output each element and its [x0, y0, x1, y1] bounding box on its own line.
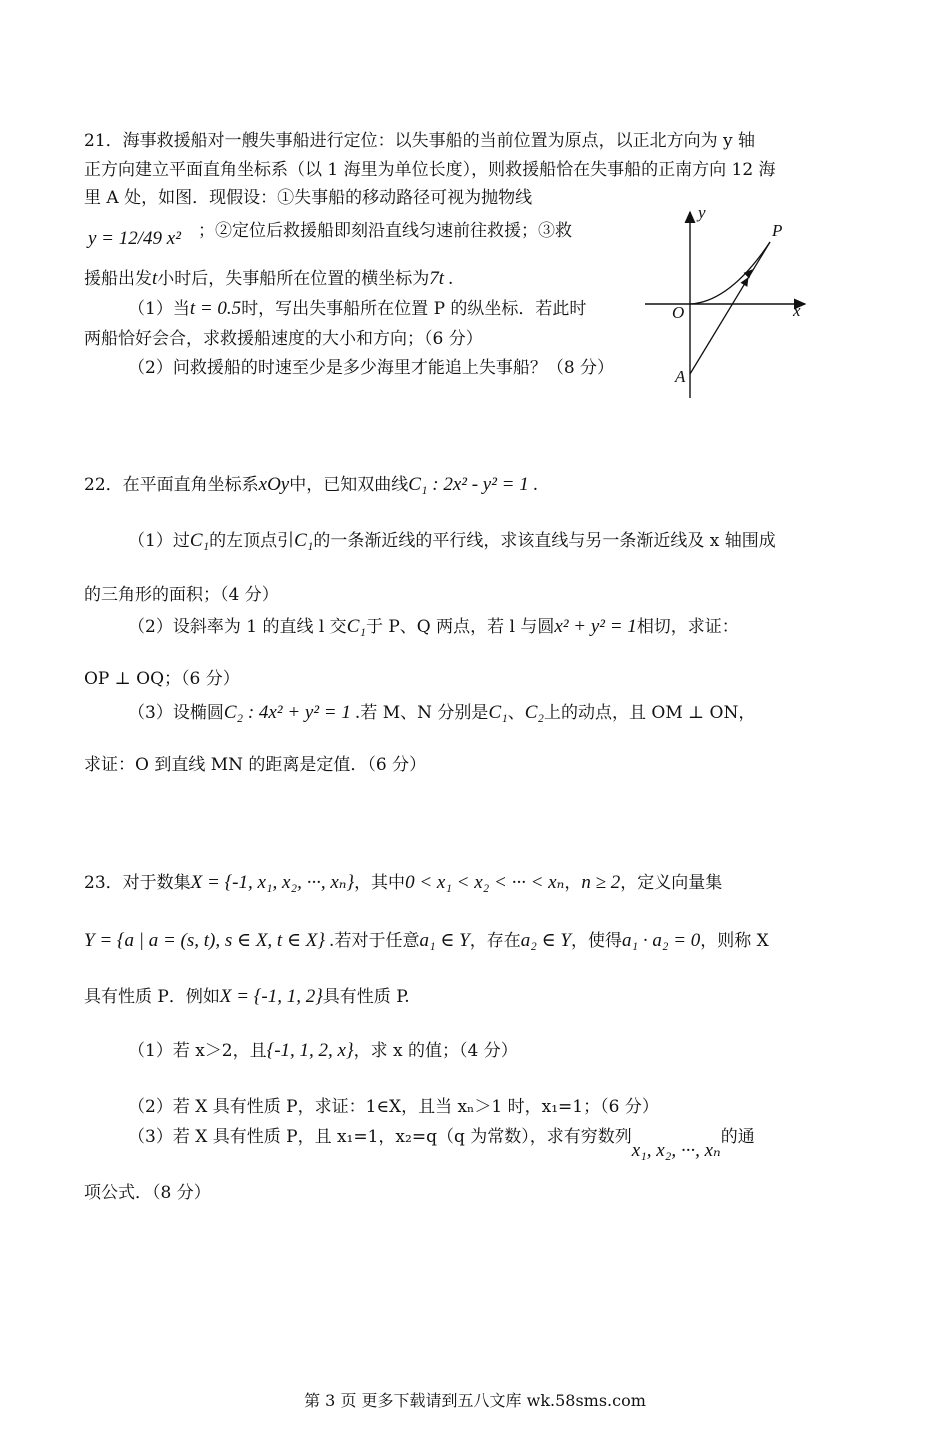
q23-part-3-cont: 项公式．（8 分）: [84, 1183, 211, 1203]
q22-part-2-cont: OP ⊥ OQ；（6 分）: [84, 669, 240, 689]
q21-part-1-cont: 两船恰好会合，求救援船速度的大小和方向；（6 分）: [84, 329, 483, 349]
q23-a1-formula: a₁ ∈ Y: [419, 930, 470, 951]
q23-line-2: [84, 930, 769, 952]
q22-part-1-text-d: 的一条渐近线的平行线，求该直线与另一条渐近线及 x 轴围成: [313, 531, 776, 551]
q23-line-2-text-b: ，存在: [469, 931, 521, 951]
q22-hyperbola-formula: C₁ : 2x² - y² = 1 .: [408, 474, 539, 495]
q23-part-1-text-a: （1）若 x＞2，且: [128, 1041, 267, 1061]
q23-line-1-text-c: ，定义向量集: [620, 873, 723, 893]
q22-part-3-sep: 、: [507, 703, 525, 723]
q22-part-2-text-d: 相切，求证：: [636, 617, 739, 637]
q22-part-2: [128, 616, 739, 638]
q22-part-2-text-b: 于 P、Q 两点，若 l 与圆: [365, 617, 555, 637]
q23-line-1-text-b: ，其中: [354, 873, 406, 893]
path-A-to-P: [690, 242, 770, 374]
q22-part-3-cont: 求证：O 到直线 MN 的距离是定值．（6 分）: [84, 755, 427, 775]
q23-part-3-text-b: 的通: [720, 1127, 755, 1147]
curve-arrow-head: [736, 270, 752, 286]
q23-part-3: [128, 1126, 755, 1161]
q23-line-2-text-a: 若对于任意: [334, 931, 420, 951]
q21-line-2: 正方向建立平面直角坐标系（以 1 海里为单位长度），则救援船恰在失事船的正南方向 12 海: [84, 160, 776, 180]
q23-a2-formula: a₂ ∈ Y: [520, 930, 571, 951]
q22-part-1-text-a: （1）过: [128, 531, 190, 551]
q22-part-3-text-a: （3）设椭圆: [128, 703, 224, 723]
q22-part-1-cont: 的三角形的面积；（4 分）: [84, 585, 279, 605]
q23-line-3: [84, 986, 410, 1008]
q22-part-3-c2: C₂: [524, 702, 544, 723]
q23-example-formula: X = {-1, 1, 2}: [219, 986, 323, 1007]
q21-line-5-formula: 7t .: [429, 268, 454, 289]
q23-part-1-text-b: ，求 x 的值；（4 分）: [353, 1041, 518, 1061]
q21-line-5-t: t: [152, 268, 158, 289]
q21-line-3: 里 A 处，如图．现假设：①失事船的移动路径可视为抛物线: [84, 188, 533, 208]
q23-dot-product-formula: a₁ · a₂ = 0: [621, 930, 701, 951]
q22-part-3-text-b: 若 M、N 分别是: [360, 703, 489, 723]
q23-set-X-formula: X = {-1, x₁, x₂, ···, xₙ}: [190, 872, 355, 893]
q22-part-1: [128, 530, 776, 552]
q22-part-3: [128, 702, 755, 724]
q23-line-1-comma: ，: [564, 873, 582, 893]
q22-line-1: [84, 474, 538, 496]
q21-line-1: 21．海事救援船对一艘失事船进行定位：以失事船的当前位置为原点，以正北方向为 y 轴: [84, 131, 756, 151]
fig-label-P: P: [772, 221, 783, 240]
q22-part-1-c1-b: C₁: [294, 530, 314, 551]
q23-set-Y-formula: Y = {a | a = (s, t), s ∈ X, t ∈ X} .: [84, 930, 335, 951]
q21-part-1: [128, 298, 586, 320]
q21-line-4: ；②定位后救援船即刻沿直线匀速前往救援；③救: [198, 221, 572, 241]
q21-line-5-text-a: 援船出发: [84, 269, 152, 289]
q22-part-3-c1: C₁: [488, 702, 508, 723]
q23-line-3-text-a: 具有性质 P．例如: [84, 987, 220, 1007]
fig-label-y: y: [698, 203, 706, 222]
page-footer: 第 3 页 更多下载请到五八文库 wk.58sms.com: [304, 1391, 646, 1410]
q22-part-1-text-b: 的左顶点引: [209, 531, 295, 551]
q23-sequence-formula: x₁, x₂, ···, xₙ: [631, 1140, 721, 1161]
fig-label-x: x: [793, 301, 801, 320]
q22-part-2-c1: C₁: [346, 616, 366, 637]
q21-parabola-formula: y = 12/49 x²: [88, 228, 181, 249]
q22-circle-formula: x² + y² = 1: [554, 616, 637, 637]
q23-line-1-text-a: 23．对于数集: [84, 873, 191, 893]
q23-order-formula: 0 < x₁ < x₂ < ··· < xₙ: [405, 872, 565, 893]
q23-line-2-text-d: ，则称 X: [700, 931, 769, 951]
q22-ellipse-formula: C₂ : 4x² + y² = 1 .: [223, 702, 361, 723]
q22-part-1-c1-a: C₁: [189, 530, 210, 551]
q22-coord-system: xOy: [258, 474, 290, 495]
q23-line-3-text-b: 具有性质 P.: [322, 987, 410, 1007]
q23-line-2-text-c: ，使得: [570, 931, 622, 951]
q22-line-1-text-b: 中，已知双曲线: [289, 475, 409, 495]
q22-part-3-text-d: 上的动点，且 OM ⊥ ON，: [544, 703, 756, 723]
q21-line-5-text-b: 小时后，失事船所在位置的横坐标为: [157, 269, 430, 289]
parabola-curve: [690, 242, 770, 304]
q23-part-1: [128, 1040, 518, 1062]
q23-n-formula: n ≥ 2: [581, 872, 621, 893]
q23-part-1-set-formula: {-1, 1, 2, x}: [266, 1040, 354, 1061]
q21-part-1-text-a: （1）当: [128, 299, 190, 319]
q21-figure: [640, 200, 820, 405]
q23-part-3-text-a: （3）若 X 具有性质 P，且 x₁=1，x₂=q（q 为常数），求有穷数列: [128, 1127, 632, 1147]
q21-part-1-formula: t = 0.5: [189, 298, 242, 319]
fig-label-A: A: [675, 367, 686, 386]
q21-part-1-text-b: 时，写出失事船所在位置 P 的纵坐标．若此时: [241, 299, 587, 319]
q21-part-2: （2）问救援船的时速至少是多少海里才能追上失事船？（8 分）: [128, 358, 615, 378]
q23-line-1: [84, 872, 722, 894]
q22-line-1-text-a: 22．在平面直角坐标系: [84, 475, 259, 495]
q23-part-2: （2）若 X 具有性质 P，求证：1∈X，且当 xₙ＞1 时，x₁=1；（6 分）: [128, 1097, 659, 1117]
q22-part-2-text-a: （2）设斜率为 1 的直线 l 交: [128, 617, 347, 637]
q21-line-5: [84, 268, 454, 290]
fig-label-O: O: [672, 303, 685, 322]
